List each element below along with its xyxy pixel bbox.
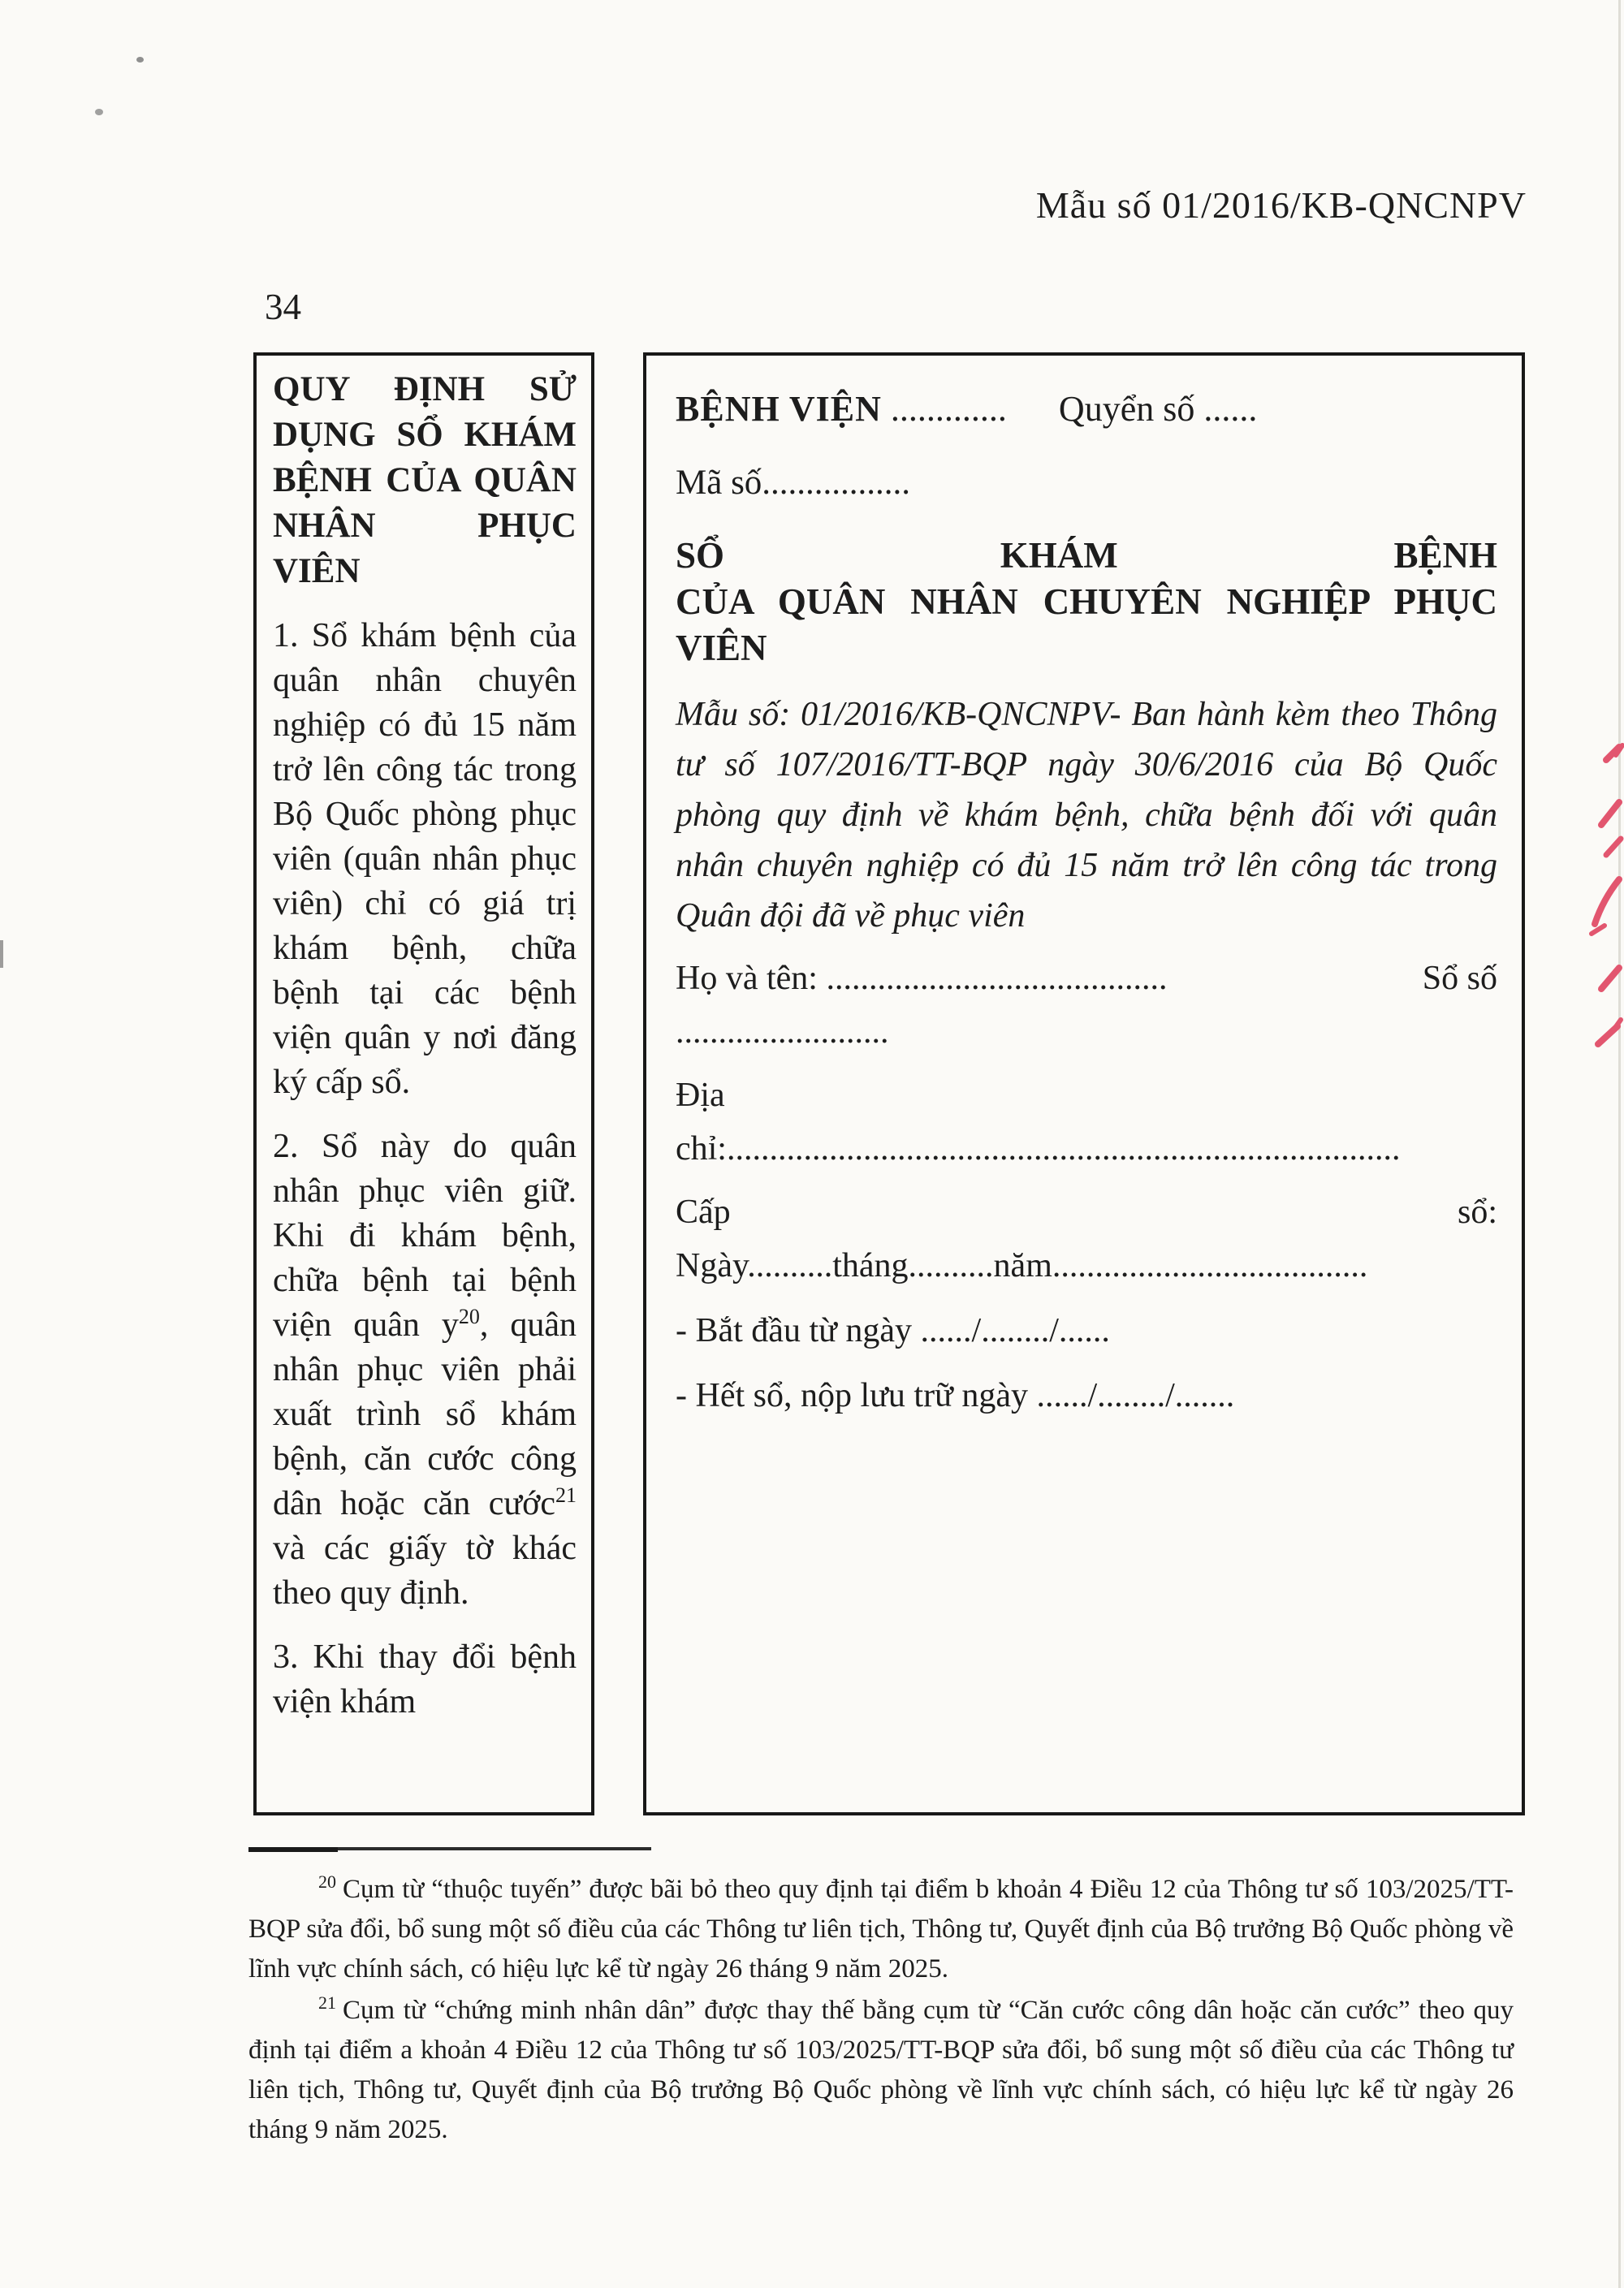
code-number-field: Mã số.................: [676, 464, 911, 502]
issue-number-field: Cấp sổ:: [676, 1194, 1497, 1231]
rule-3: 3. Khi thay đổi bệnh viện khám: [273, 1638, 577, 1720]
hospital-line: [676, 386, 1497, 432]
footnote-ref-21: 21: [555, 1483, 577, 1507]
hospital-label: BỆNH VIỆN: [676, 389, 882, 429]
rule-1: 1. Sổ khám bệnh của quân nhân chuyên nghiệp có đủ 15 năm trở lên công tác trong Bộ Quốc phòng phục viên (quân nhân phục viên) chỉ có giá trị khám bệnh, chữa bệnh tại các bệnh viện quân y nơi đăng ký cấp sổ.: [273, 617, 577, 1101]
start-date-field: - Bắt đầu từ ngày ....../......../......: [676, 1312, 1110, 1349]
form-reference-number: Mẫu số 01/2016/KB-QNCNPV: [1035, 184, 1527, 226]
footnote-separator: [248, 1847, 651, 1850]
book-number-field: Quyển số ......: [1058, 389, 1258, 429]
footnotes-section: [248, 1848, 1514, 2152]
booklet-title: SỔ KHÁM BỆNH CỦA QUÂN NHÂN CHUYÊN NGHIỆP PHỤC VIÊN: [676, 535, 1497, 668]
scan-speck: [95, 109, 103, 115]
address-field: chỉ:...............................................................................: [676, 1130, 1401, 1168]
end-date-field: - Hết sổ, nộp lưu trữ ngày ....../......../.......: [676, 1377, 1235, 1414]
usage-rules-box: [253, 352, 594, 1815]
scan-speck: [136, 57, 144, 63]
page-scan-edge: [1618, 0, 1621, 2288]
footnote-ref-20: 20: [458, 1305, 480, 1328]
scan-edge-mark: [0, 940, 3, 968]
hospital-fill-dots: .............: [881, 389, 1007, 429]
page-number: 34: [265, 287, 301, 327]
usage-rules-title: QUY ĐỊNH SỬ DỤNG SỔ KHÁM BỆNH CỦA QUÂN NHÂN PHỤC VIÊN: [273, 370, 577, 590]
footnote-20: $^{20}$ Cụm từ “thuộc tuyến” được bãi bỏ theo quy định tại điểm b khoản 4 Điều 12 của Thông tư số 103/2025/TT-BQP sửa đổi, bổ sung một số điều của các Thông tư liên tịch, Thông tư, Quyết định của Bộ trưởng Bộ Quốc phòng về lĩnh vực chính sách, có hiệu lực kể từ ngày 26 tháng 9 năm 2025.: [248, 1871, 1514, 1984]
name-continuation-dots: .........................: [676, 1013, 889, 1051]
footnote-21: $^{21}$ Cụm từ “chứng minh nhân dân” được thay thế bằng cụm từ “Căn cước công dân hoặc căn cước” theo quy định tại điểm a khoản 4 Điều 12 của Thông tư số 103/2025/TT-BQP sửa đổi, bổ sung một số điều của các Thông tư liên tịch, Thông tư, Quyết định của Bộ trưởng Bộ Quốc phòng về lĩnh vực chính sách, có hiệu lực kể từ ngày 26 tháng 9 năm 2025.: [248, 1992, 1514, 2144]
address-label: Địa: [676, 1077, 725, 1114]
rule-2: 2. Sổ này do quân nhân phục viên giữ. Khi đi khám bệnh, chữa bệnh tại bệnh viện quân y$^{20}$, quân nhân phục viên phải xuất trình sổ khám bệnh, căn cước công dân hoặc căn cước$^{21}$ và các giấy tờ khác theo quy định.: [273, 1128, 577, 1612]
full-name-field: Họ và tên: ........................................ Sổ số: [676, 960, 1497, 997]
decree-note: Mẫu số: 01/2016/KB-QNCNPV- Ban hành kèm theo Thông tư số 107/2016/TT-BQP ngày 30/6/2016 của Bộ Quốc phòng quy định về khám bệnh, chữa bệnh đối với quân nhân chuyên nghiệp có đủ 15 năm trở lên công tác trong Quân đội đã về phục viên: [676, 696, 1497, 935]
booklet-cover-box: [643, 352, 1525, 1815]
issue-date-field: Ngày..........tháng..........năm.....................................: [676, 1247, 1368, 1284]
handwriting-marks: [1574, 721, 1624, 1062]
